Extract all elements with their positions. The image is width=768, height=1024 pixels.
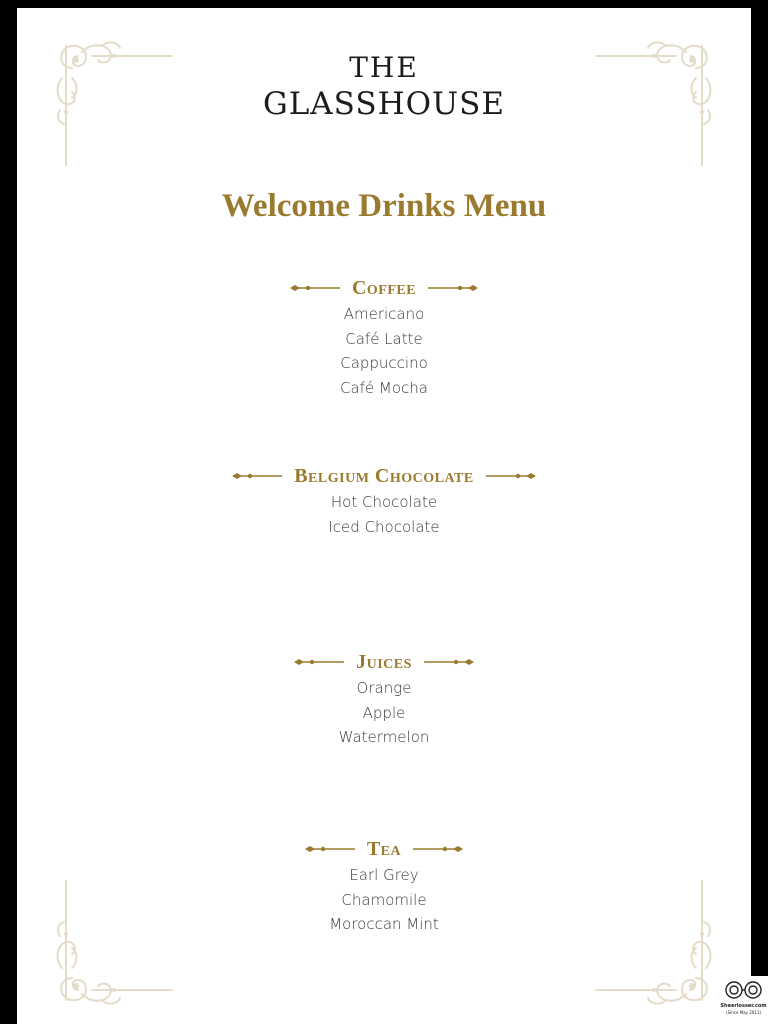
section-title: Tea [366, 838, 402, 860]
right-flourish-icon [424, 282, 480, 294]
menu-item: Café Latte [345, 329, 423, 348]
watermark-site: Sheerlosser.com [720, 1003, 767, 1009]
section-title: Belgium Chocolate [294, 465, 474, 487]
menu-item: Café Mocha [339, 378, 428, 397]
brand-name-line2: GLASSHOUSE [262, 86, 506, 122]
menu-item: Americano [343, 305, 425, 323]
menu-item: Apple [362, 703, 406, 722]
menu-title: Welcome Drinks Menu [221, 188, 547, 224]
menu-page [17, 8, 751, 1024]
menu-item: Iced Chocolate [328, 517, 440, 536]
menu-item: Hot Chocolate [330, 493, 438, 511]
menu-item: Watermelon [338, 728, 430, 747]
watermark-since: (Since May 2011) [726, 1010, 761, 1015]
menu-item: Cappuccino [340, 354, 428, 373]
section-belgium-chocolate [17, 464, 751, 539]
item-list [17, 490, 751, 539]
item-list [17, 863, 751, 937]
section-heading [17, 276, 751, 300]
brand-name-line1: THE [349, 51, 419, 84]
section-tea [17, 837, 751, 937]
watermark-logo-icon [719, 976, 768, 1004]
right-flourish-icon [420, 656, 476, 668]
item-list [17, 302, 751, 400]
watermark-stamp [719, 976, 768, 1024]
left-flourish-icon [292, 656, 348, 668]
menu-item: Chamomile [341, 890, 427, 909]
section-heading [17, 464, 751, 488]
section-title: Coffee [351, 277, 417, 299]
left-flourish-icon [288, 282, 344, 294]
right-flourish-icon [482, 470, 538, 482]
right-flourish-icon [409, 843, 465, 855]
menu-item: Moroccan Mint [329, 915, 439, 934]
section-coffee [17, 276, 751, 400]
section-title: Juices [356, 651, 412, 673]
item-list [17, 676, 751, 750]
section-juices [17, 650, 751, 750]
left-flourish-icon [303, 843, 359, 855]
menu-item: Orange [356, 679, 412, 697]
section-heading [17, 837, 751, 861]
left-flourish-icon [230, 470, 286, 482]
section-heading [17, 650, 751, 674]
menu-item: Earl Grey [349, 866, 419, 884]
